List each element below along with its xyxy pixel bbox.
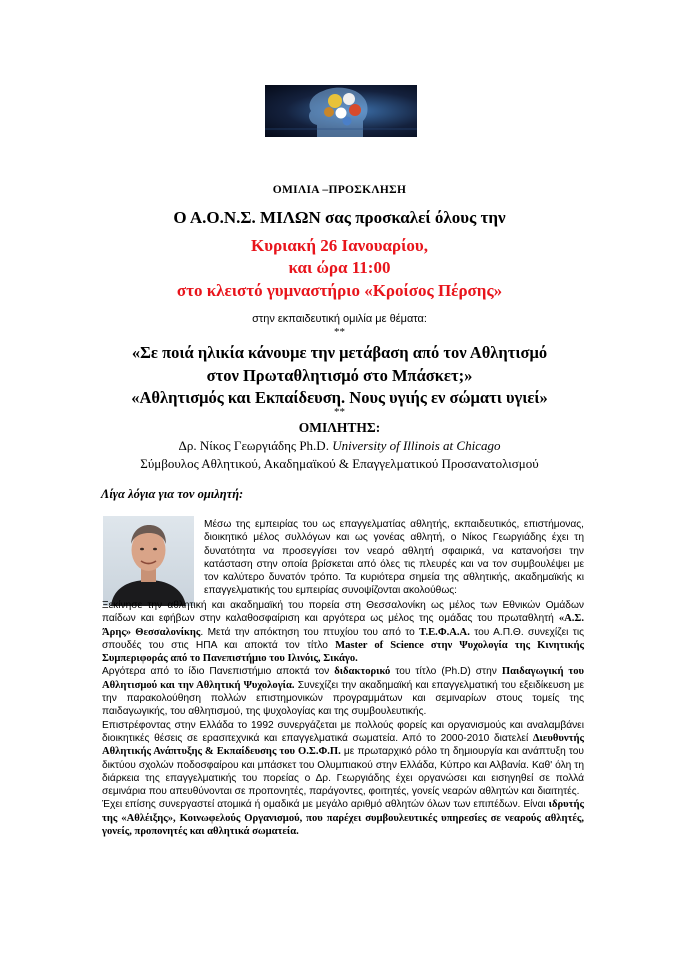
speaker-bio	[102, 599, 584, 838]
speaker-intro-paragraph: Μέσω της εμπειρίας του ως επαγγελματίας αθλητής, εκπαιδευτικός, επιστήμονας, διοικητικό μέλος συλλόγων και ως γονέας αθλητή, ο Νίκος Γεωργιάδης έχει τη δυνατότητα να προσεγγίσει τον νεαρό αθλητή σφαιρικά, να κατανοήσει την κατάσταση στην οποία βρίσκεται από όλες τις πλευρές και να τον συμβουλέψει με τον καλύτερο δυνατόν τρόπο. Τα κυριότερα σημεία της αθλητικής, ακαδημαϊκής κι επαγγελματικής του εμπειρίας συνοψίζονται ακολούθως:	[204, 519, 584, 597]
bio-text: Έχει επίσης συνεργαστεί ατομικά ή ομαδικά με μεγάλο αριθμό αθλητών όλων των επιπέδων. Είναι	[102, 799, 549, 811]
bio-text: Ξεκίνησε την αθλητική και ακαδημαϊκή του πορεία στη Θεσσαλονίκη ως μέλος των Εθνικών Ομάδων παίδων και εφήβων στην καλαθοσφαίριση και αργότερα ως μέλος της ομάδας του πρωταθλητή	[102, 600, 584, 625]
invite-line: Ο Α.Ο.Ν.Σ. ΜΙΛΩΝ σας προσκαλεί όλους την	[173, 208, 506, 227]
topic-line-3: «Αθλητισμός και Εκπαίδευση. Νους υγιής εν σώματι υγιεί»	[131, 388, 548, 407]
bio-text: Συνεχίζει την ακαδημαϊκή και επαγγελματική του εξειδίκευση με την παρακολούθηση πολλών επιστημονικών προγραμμάτων και σεμιναρίων στους τομείς της παιδαγωγικής, του αθλητισμού, της ψυχολογίας και της συμβουλευτικής.	[102, 679, 584, 718]
bio-emphasis: ιδρυτής της «Αθλέιξης», Κοινωφελούς Οργανισμού, που παρέχει συμβουλευτικές υπηρεσίες σε νεαρούς αθλητές, γονείς, προπονητές και αθλητικά σωματεία.	[102, 799, 584, 838]
bio-emphasis: διδακτορικό	[334, 666, 391, 678]
speaker-role: Σύμβουλος Αθλητικού, Ακαδημαϊκού & Επαγγελματικού Προσανατολισμού	[140, 456, 539, 471]
bio-text: Αργότερα από το ίδιο Πανεπιστήμιο αποκτά τον	[102, 666, 335, 678]
bio-paragraph-1	[102, 599, 584, 665]
about-heading: Λίγα λόγια για τον ομιλητή:	[101, 487, 244, 501]
bio-text: . Μετά την απόκτηση του πτυχίου του από το	[200, 626, 420, 638]
bio-paragraph-3	[102, 719, 584, 799]
bio-emphasis: Διευθυντής Αθλητικής Ανάπτυξης & Εκπαίδευσης του Ο.Σ.Φ.Π.	[102, 732, 584, 758]
bio-text: του τίτλο (Ph.D) στην	[390, 666, 502, 678]
bio-text: με πρωταρχικό ρόλο τη δημιουργία και ανάπτυξη του δικτύου σχολών ποδοσφαίρου και μπάσκετ του Ολυμπιακού στην Ελλάδα, Κύπρο και Αλβανία. Καθ' όλη τη διάρκεια της επαγγελματικής του πορείας ο Δρ. Γεωργιάδης έχει οργανώσει και εισηγηθεί σε πολλά σεμινάρια που απευθύνονται σε προπονητές, παράγοντες, φοιτητές, γονείς νεαρών αθλητών και διαιτητές.	[102, 746, 584, 798]
event-time: και ώρα 11:00	[288, 258, 391, 277]
bio-text: Επιστρέφοντας στην Ελλάδα το 1992 συνεργάζεται με πολλούς φορείς και οργανισμούς και αναλαμβάνει διοικητικές θέσεις σε ερασιτεχνικά και επαγγελματικά σωματεία. Από το 2000-2010 διατελεί	[102, 719, 584, 744]
event-date: Κυριακή 26 Ιανουαρίου,	[251, 236, 428, 255]
separator-top: **	[334, 326, 345, 338]
bio-emphasis: «Α.Σ. Άρης» Θεσσαλονίκης	[102, 613, 584, 638]
bio-text: του Α.Π.Θ. συνεχίζει τις σπουδές του στις ΗΠΑ και αποκτά τον τίτλο	[102, 626, 584, 651]
bio-emphasis: Master of Science στην Ψυχολογία της Κινητικής Συμπεριφοράς από το Πανεπιστήμιο του Ιλινόις, Σικάγο.	[102, 639, 584, 665]
topic-line-1: «Σε ποιά ηλικία κάνουμε την μετάβαση από τον Αθλητισμό	[131, 343, 548, 362]
bio-paragraph-2	[102, 665, 584, 718]
speaker-name-line	[0, 438, 679, 454]
document-kicker: ΟΜΙΛΙΑ –ΠΡΟΣΚΛΗΣΗ	[272, 184, 407, 196]
bio-paragraph-4	[102, 798, 584, 838]
bio-emphasis: Παιδαγωγική του Αθλητισμού και την Αθλητική Ψυχολογία.	[102, 666, 584, 691]
bio-emphasis: Τ.Ε.Φ.Α.Α.	[419, 626, 470, 638]
speaker-name: Δρ. Νίκος Γεωργιάδης Ph.D.	[178, 438, 329, 453]
topics-intro: στην εκπαιδευτική ομιλία με θέματα:	[252, 313, 427, 325]
brain-sports-banner-image	[265, 85, 417, 137]
separator-bottom: **	[334, 406, 345, 418]
event-venue: στο κλειστό γυμναστήριο «Κροίσος Πέρσης»	[176, 281, 503, 300]
speaker-heading: ΟΜΙΛΗΤΗΣ:	[298, 420, 381, 435]
topic-line-2: στον Πρωταθλητισμό στο Μπάσκετ;»	[206, 366, 473, 385]
speaker-photo	[103, 516, 194, 606]
speaker-university: University of Illinois at Chicago	[332, 438, 501, 453]
